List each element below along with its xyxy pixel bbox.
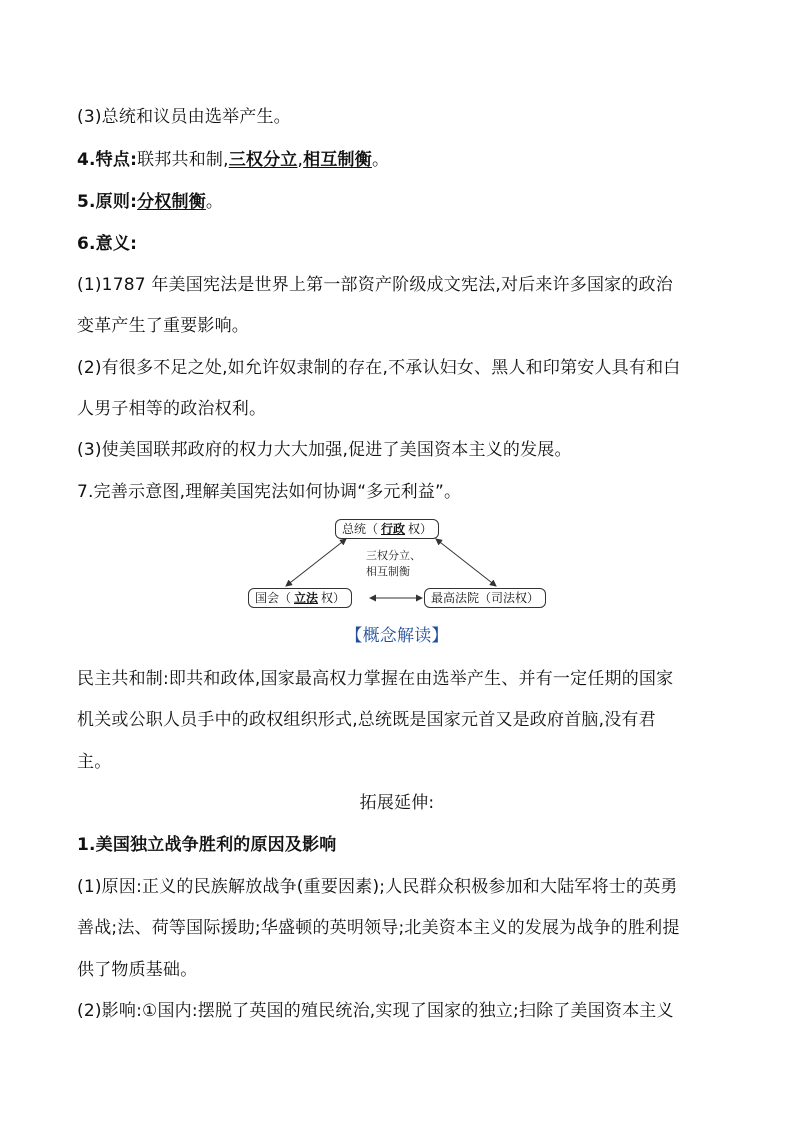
text-line: (3)使美国联邦政府的权力大大加强,促进了美国资本主义的发展。 (77, 440, 572, 460)
extension-heading: 拓展延伸: (359, 793, 435, 813)
answer-executive: 行政 (381, 522, 406, 536)
feature-text: 联邦共和制, (137, 150, 229, 170)
box-text: 总统（ (342, 522, 379, 536)
text-line: 机关或公职人员手中的政权组织形式,总统既是国家元首又是政府首脑,没有君 (77, 710, 656, 730)
section-heading: 1.美国独立战争胜利的原因及影响 (77, 835, 337, 855)
text-line: 人男子相等的政治权利。 (77, 399, 267, 419)
congress-box (248, 588, 352, 608)
separator: , (297, 150, 304, 170)
president-box (335, 519, 439, 539)
center-label-1: 三权分立、 (366, 549, 421, 562)
feature-label: 4.特点: (77, 150, 138, 170)
answer-principle: 分权制衡 (137, 192, 206, 212)
text-line: 主。 (77, 752, 112, 772)
center-label-2: 相互制衡 (366, 565, 410, 578)
concept-heading: 【概念解读】 (345, 626, 449, 646)
principle-label: 5.原则: (77, 192, 138, 212)
period: 。 (205, 192, 224, 212)
text-line: (1)1787 年美国宪法是世界上第一部资产阶级成文宪法,对后来许多国家的政治 (77, 275, 673, 295)
answer-checks-balances: 相互制衡 (303, 150, 372, 170)
period: 。 (371, 150, 390, 170)
powers-diagram (246, 514, 546, 614)
arrow-exec-judicial (436, 539, 496, 586)
supreme-court-box: 最高法院（司法权） (424, 588, 546, 608)
text-line: (3)总统和议员由选举产生。 (77, 107, 291, 127)
answer-legislative: 立法 (294, 591, 319, 605)
arrow-exec-legis (286, 539, 346, 586)
answer-separation-of-powers: 三权分立 (228, 150, 298, 170)
box-text: 权） (408, 522, 433, 536)
box-text: 权） (321, 591, 346, 605)
text-line: 民主共和制:即共和政体,国家最高权力掌握在由选举产生、并有一定任期的国家 (77, 669, 674, 689)
box-text: 国会（ (255, 591, 292, 605)
text-line: (1)原因:正义的民族解放战争(重要因素);人民群众积极参加和大陆军将士的英勇 (77, 877, 678, 897)
principle-line (77, 191, 727, 213)
text-line: 善战;法、荷等国际援助;华盛顿的英明领导;北美资本主义的发展为战争的胜利提 (77, 918, 680, 938)
text-line: (2)影响:①国内:摆脱了英国的殖民统治,实现了国家的独立;扫除了美国资本主义 (77, 1001, 674, 1021)
feature-line (77, 149, 727, 171)
significance-heading: 6.意义: (77, 234, 138, 254)
text-line: 变革产生了重要影响。 (77, 316, 249, 336)
text-line: (2)有很多不足之处,如允许奴隶制的存在,不承认妇女、黑人和印第安人具有和白 (77, 358, 681, 378)
text-line: 供了物质基础。 (77, 960, 198, 980)
text-line: 7.完善示意图,理解美国宪法如何协调“多元利益”。 (77, 482, 462, 502)
